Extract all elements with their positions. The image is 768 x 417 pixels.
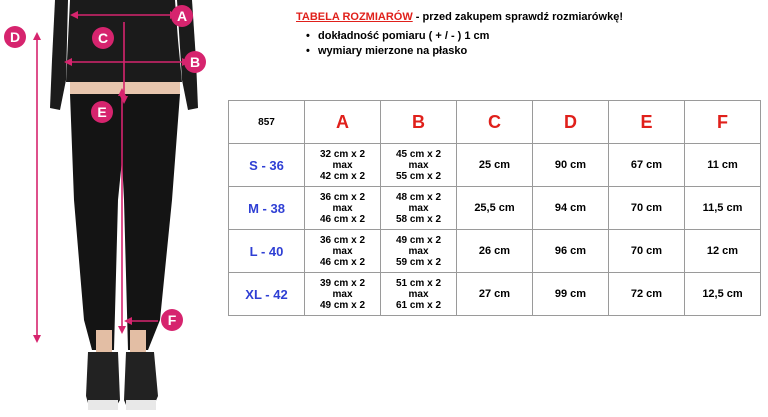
cell-c: 25,5 cm <box>457 187 533 230</box>
left-ankle <box>96 330 112 354</box>
cell-b: 49 cm x 2 max 59 cm x 2 <box>381 230 457 273</box>
column-header-f: F <box>685 101 761 144</box>
label-b <box>184 51 206 73</box>
note-item: • wymiary mierzone na płasko <box>306 44 489 59</box>
cell-a: 36 cm x 2 max 46 cm x 2 <box>305 230 381 273</box>
measurement-notes <box>306 29 489 59</box>
cell-c: 27 cm <box>457 273 533 316</box>
label-d <box>4 26 26 48</box>
cell-f: 12 cm <box>685 230 761 273</box>
cell-b: 45 cm x 2 max 55 cm x 2 <box>381 144 457 187</box>
column-header-a: A <box>305 101 381 144</box>
cell-e: 70 cm <box>609 230 685 273</box>
size-chart-heading <box>296 11 623 23</box>
label-f <box>161 309 183 331</box>
cell-f: 11,5 cm <box>685 187 761 230</box>
size-label: XL - 42 <box>229 273 305 316</box>
cell-f: 12,5 cm <box>685 273 761 316</box>
table-header-row <box>229 101 761 144</box>
cell-d: 96 cm <box>533 230 609 273</box>
right-sole <box>126 400 156 410</box>
cell-c: 26 cm <box>457 230 533 273</box>
size-label: S - 36 <box>229 144 305 187</box>
column-header-b: B <box>381 101 457 144</box>
table-row <box>229 144 761 187</box>
cell-b: 48 cm x 2 max 58 cm x 2 <box>381 187 457 230</box>
svg-text:C: C <box>97 30 109 46</box>
heading-title: TABELA ROZMIARÓW <box>296 11 413 23</box>
cell-d: 94 cm <box>533 187 609 230</box>
cell-c: 25 cm <box>457 144 533 187</box>
product-code: 857 <box>229 101 305 144</box>
table-row <box>229 230 761 273</box>
size-label: M - 38 <box>229 187 305 230</box>
cell-e: 70 cm <box>609 187 685 230</box>
size-label: L - 40 <box>229 230 305 273</box>
cell-a: 32 cm x 2 max 42 cm x 2 <box>305 144 381 187</box>
label-e <box>91 101 113 123</box>
table-row <box>229 273 761 316</box>
left-arm <box>50 0 68 110</box>
note-item: • dokładność pomiaru ( + / - ) 1 cm <box>306 29 489 44</box>
cell-d: 99 cm <box>533 273 609 316</box>
cell-b: 51 cm x 2 max 61 cm x 2 <box>381 273 457 316</box>
column-header-c: C <box>457 101 533 144</box>
cell-e: 72 cm <box>609 273 685 316</box>
label-a <box>171 5 193 27</box>
table-row <box>229 187 761 230</box>
cell-e: 67 cm <box>609 144 685 187</box>
svg-text:B: B <box>189 54 201 70</box>
svg-text:A: A <box>176 8 188 24</box>
label-c <box>92 27 114 49</box>
svg-text:E: E <box>97 104 107 120</box>
cell-a: 36 cm x 2 max 46 cm x 2 <box>305 187 381 230</box>
leggings-shape <box>70 94 180 350</box>
cell-d: 90 cm <box>533 144 609 187</box>
left-sole <box>88 400 118 410</box>
svg-text:D: D <box>9 29 21 45</box>
right-ankle <box>130 330 146 354</box>
heading-subtitle: - przed zakupem sprawdź rozmiarówkę! <box>412 11 623 23</box>
column-header-d: D <box>533 101 609 144</box>
size-table <box>228 100 761 316</box>
cell-f: 11 cm <box>685 144 761 187</box>
column-header-e: E <box>609 101 685 144</box>
model-measurement-illustration <box>0 0 215 417</box>
waist-skin <box>70 82 180 94</box>
svg-text:F: F <box>167 312 177 328</box>
cell-a: 39 cm x 2 max 49 cm x 2 <box>305 273 381 316</box>
